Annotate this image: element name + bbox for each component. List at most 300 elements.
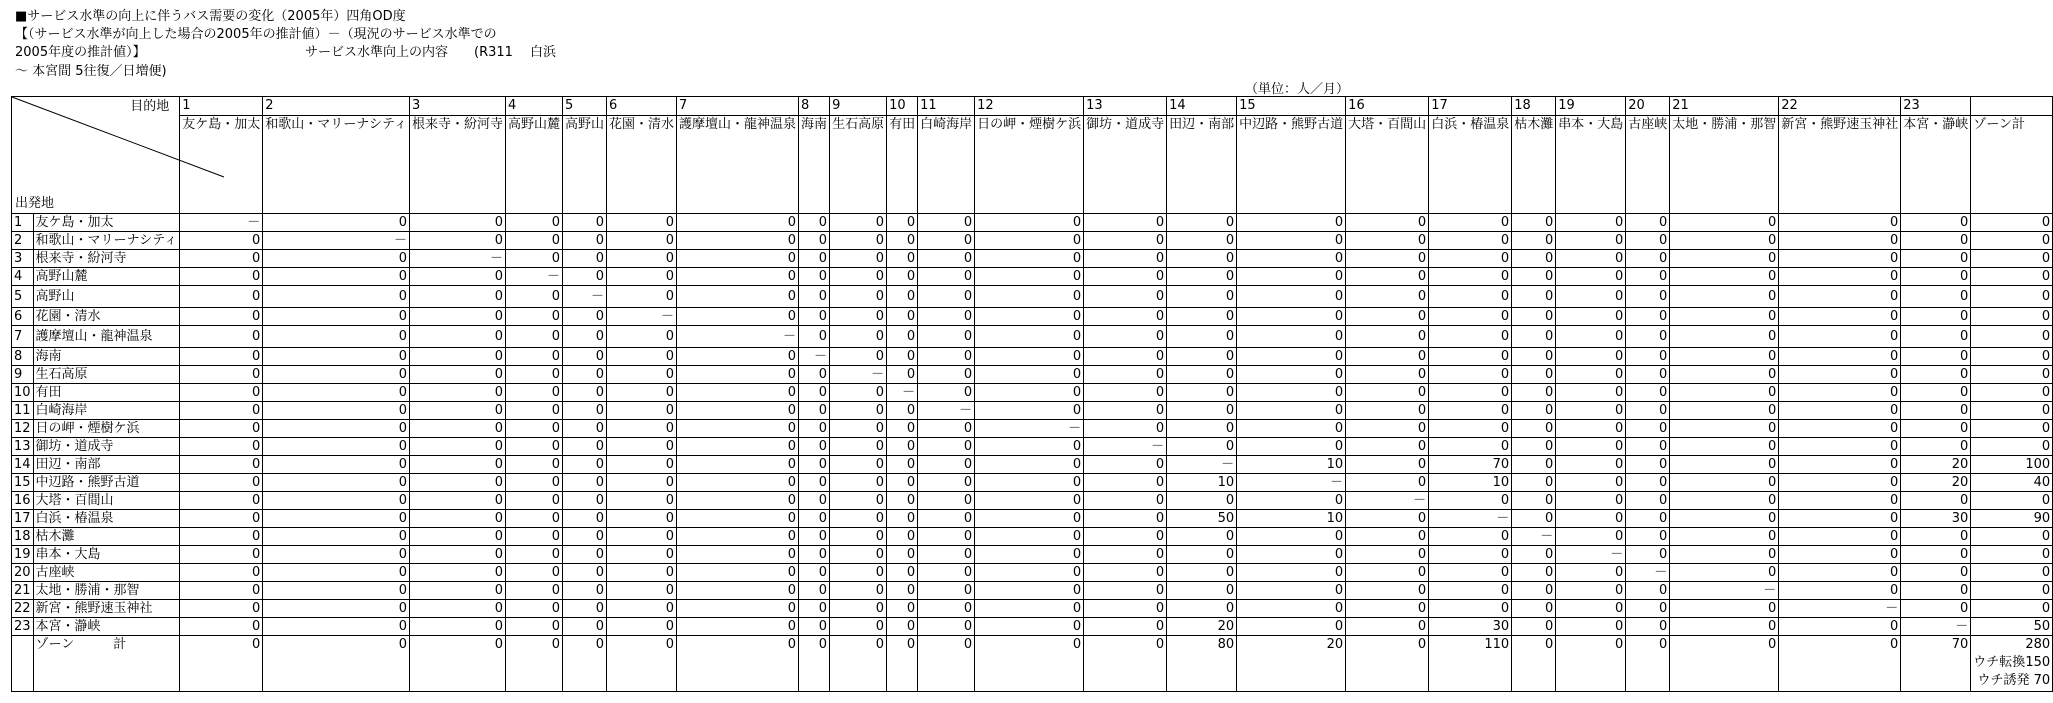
origin-name: 生石高原	[33, 366, 180, 384]
od-cell: 0	[263, 348, 410, 366]
column-name: 生石高原	[830, 116, 887, 214]
row-total: 50	[1971, 618, 2053, 636]
od-cell: 0	[830, 474, 887, 492]
od-cell: 0	[1901, 366, 1971, 384]
od-cell: 0	[180, 582, 263, 600]
od-cell: 0	[1670, 214, 1779, 232]
od-cell: 0	[1429, 402, 1512, 420]
od-cell: 0	[887, 456, 918, 474]
table-row	[12, 528, 2053, 546]
od-cell: 0	[180, 286, 263, 308]
row-total: 0	[1971, 384, 2053, 402]
od-cell: 0	[607, 528, 677, 546]
od-cell: 0	[1237, 528, 1346, 546]
column-total: 0	[1084, 636, 1167, 692]
od-cell: 0	[1670, 618, 1779, 636]
od-cell: －	[1512, 528, 1556, 546]
od-cell: 0	[409, 582, 505, 600]
od-cell: －	[799, 348, 830, 366]
od-cell: 0	[1346, 564, 1429, 582]
od-cell: 0	[1670, 528, 1779, 546]
row-total: 0	[1971, 564, 2053, 582]
od-cell: 0	[263, 456, 410, 474]
od-cell: 0	[1512, 366, 1556, 384]
od-cell: 0	[1346, 366, 1429, 384]
od-cell: 0	[918, 582, 975, 600]
od-cell: 0	[1626, 438, 1670, 456]
od-cell: 0	[677, 384, 799, 402]
od-cell: 0	[1556, 528, 1626, 546]
title-line: ■サービス水準の向上に伴うバス需要の変化（2005年）四角OD度	[15, 9, 406, 24]
od-cell: 0	[1512, 600, 1556, 618]
od-cell: 0	[1167, 268, 1237, 286]
column-number: 10	[887, 97, 918, 116]
od-cell: 0	[1626, 268, 1670, 286]
od-cell: 0	[1512, 308, 1556, 326]
od-cell: 0	[607, 546, 677, 564]
transfer-label: ウチ転換	[1973, 655, 2026, 670]
column-total: 0	[1670, 636, 1779, 692]
od-cell: 0	[180, 268, 263, 286]
od-cell: 0	[1346, 286, 1429, 308]
od-cell: 0	[1346, 618, 1429, 636]
column-total: 0	[563, 636, 607, 692]
column-name: 古座峡	[1626, 116, 1670, 214]
column-total: 0	[505, 636, 562, 692]
od-cell: 0	[505, 420, 562, 438]
od-cell: 0	[830, 564, 887, 582]
od-cell: 0	[1084, 268, 1167, 286]
od-cell: 0	[505, 348, 562, 366]
od-cell: 0	[1779, 268, 1901, 286]
od-cell: 0	[1346, 250, 1429, 268]
row-total: 0	[1971, 420, 2053, 438]
od-cell: 0	[887, 268, 918, 286]
od-cell: 0	[180, 492, 263, 510]
row-total: 0	[1971, 402, 2053, 420]
corner-header	[12, 97, 180, 214]
od-cell: 0	[1779, 348, 1901, 366]
od-cell: 0	[1556, 384, 1626, 402]
od-cell: 0	[180, 438, 263, 456]
origin-name: 本宮・瀞峡	[33, 618, 180, 636]
column-total: 0	[677, 636, 799, 692]
od-cell: 0	[1556, 326, 1626, 348]
od-cell: 0	[1237, 366, 1346, 384]
od-cell: 0	[1556, 564, 1626, 582]
od-cell: 0	[830, 250, 887, 268]
row-id: 6	[12, 308, 34, 326]
od-cell: 0	[918, 600, 975, 618]
column-number: 20	[1626, 97, 1670, 116]
grand-total-cell	[1971, 636, 2053, 692]
od-cell: 0	[1167, 492, 1237, 510]
od-cell: 0	[263, 384, 410, 402]
od-cell: 0	[1167, 600, 1237, 618]
od-cell: 0	[409, 420, 505, 438]
od-cell: 0	[1346, 528, 1429, 546]
od-cell: 0	[180, 420, 263, 438]
od-cell: 0	[1429, 308, 1512, 326]
od-cell: 0	[607, 286, 677, 308]
row-total: 0	[1971, 546, 2053, 564]
od-cell: 0	[1512, 438, 1556, 456]
od-cell: 0	[1237, 564, 1346, 582]
od-cell: 0	[1237, 492, 1346, 510]
od-cell: 0	[1084, 214, 1167, 232]
od-cell: 0	[505, 456, 562, 474]
od-cell: 0	[409, 214, 505, 232]
origin-name: 中辺路・熊野古道	[33, 474, 180, 492]
od-cell: 0	[563, 214, 607, 232]
od-cell: 0	[1779, 618, 1901, 636]
column-total: 0	[918, 636, 975, 692]
od-cell: 0	[1626, 582, 1670, 600]
column-total: 0	[830, 636, 887, 692]
od-cell: 0	[563, 582, 607, 600]
od-cell: 0	[505, 308, 562, 326]
od-cell: 0	[975, 474, 1084, 492]
od-cell: 0	[975, 510, 1084, 528]
od-cell: 0	[1779, 492, 1901, 510]
od-cell: 0	[263, 326, 410, 348]
od-cell: 0	[1084, 232, 1167, 250]
od-cell: 0	[918, 474, 975, 492]
od-cell: 0	[1556, 250, 1626, 268]
od-cell: 0	[918, 286, 975, 308]
od-cell: 0	[1512, 250, 1556, 268]
od-cell: 0	[1346, 214, 1429, 232]
od-cell: 0	[1429, 232, 1512, 250]
od-cell: 0	[1429, 214, 1512, 232]
od-cell: 0	[677, 420, 799, 438]
od-cell: 0	[1901, 308, 1971, 326]
column-number: 5	[563, 97, 607, 116]
od-cell: 0	[975, 366, 1084, 384]
row-id: 13	[12, 438, 34, 456]
table-row	[12, 250, 2053, 268]
row-id: 7	[12, 326, 34, 348]
column-name: 高野山麓	[505, 116, 562, 214]
od-cell: 0	[1429, 582, 1512, 600]
od-cell: 0	[677, 348, 799, 366]
origin-name: 高野山	[33, 286, 180, 308]
od-cell: 0	[1346, 402, 1429, 420]
od-cell: 0	[1346, 474, 1429, 492]
od-cell: 0	[180, 564, 263, 582]
od-cell: 0	[1167, 232, 1237, 250]
column-number: 19	[1556, 97, 1626, 116]
od-cell: 0	[1556, 474, 1626, 492]
od-cell: 0	[1901, 438, 1971, 456]
od-cell: 0	[1626, 420, 1670, 438]
column-name: 花園・清水	[607, 116, 677, 214]
od-cell: 0	[409, 510, 505, 528]
od-cell: 0	[677, 232, 799, 250]
od-cell: 0	[563, 232, 607, 250]
od-cell: 0	[607, 268, 677, 286]
od-cell: 0	[180, 326, 263, 348]
od-cell: 0	[1901, 232, 1971, 250]
od-cell: 0	[1346, 438, 1429, 456]
od-cell: 0	[563, 348, 607, 366]
table-row	[12, 384, 2053, 402]
od-cell: －	[1779, 600, 1901, 618]
od-cell: 50	[1167, 510, 1237, 528]
od-cell: 0	[180, 232, 263, 250]
od-cell: 0	[918, 456, 975, 474]
od-cell: 0	[1084, 456, 1167, 474]
od-cell: 0	[180, 366, 263, 384]
od-cell: 0	[1779, 232, 1901, 250]
od-cell: 0	[263, 366, 410, 384]
column-number: 21	[1670, 97, 1779, 116]
od-cell: 0	[1670, 366, 1779, 384]
column-name: 友ケ島・加太	[180, 116, 263, 214]
column-number: 9	[830, 97, 887, 116]
column-number: 8	[799, 97, 830, 116]
od-cell: 0	[263, 492, 410, 510]
od-cell: 0	[1901, 214, 1971, 232]
od-cell: 0	[1167, 250, 1237, 268]
od-cell: 0	[1512, 582, 1556, 600]
od-cell: 0	[1556, 618, 1626, 636]
table-row	[12, 348, 2053, 366]
od-cell: 0	[1556, 582, 1626, 600]
od-cell: 0	[1429, 438, 1512, 456]
row-total: 0	[1971, 286, 2053, 308]
column-name: 護摩壇山・龍神温泉	[677, 116, 799, 214]
od-cell: 0	[1167, 348, 1237, 366]
od-cell: 0	[677, 546, 799, 564]
od-cell: 0	[607, 214, 677, 232]
od-cell: 0	[830, 214, 887, 232]
od-cell: 0	[1429, 286, 1512, 308]
origin-name: 日の岬・煙樹ケ浜	[33, 420, 180, 438]
od-cell: 0	[505, 402, 562, 420]
od-cell: 0	[975, 528, 1084, 546]
row-total: 0	[1971, 600, 2053, 618]
od-cell: 0	[409, 600, 505, 618]
od-cell: 0	[799, 618, 830, 636]
od-cell: 0	[1346, 384, 1429, 402]
od-cell: 0	[799, 384, 830, 402]
column-total: 70	[1901, 636, 1971, 692]
table-row	[12, 420, 2053, 438]
od-cell: 0	[887, 214, 918, 232]
od-cell: 0	[263, 510, 410, 528]
od-cell: 0	[563, 510, 607, 528]
od-cell: 0	[1670, 308, 1779, 326]
od-cell: 0	[1512, 402, 1556, 420]
od-cell: 0	[1346, 348, 1429, 366]
origin-name: 友ケ島・加太	[33, 214, 180, 232]
od-cell: 0	[799, 510, 830, 528]
od-cell: 0	[887, 420, 918, 438]
od-cell: 0	[887, 492, 918, 510]
row-id: 23	[12, 618, 34, 636]
od-cell: －	[607, 308, 677, 326]
od-cell: 0	[975, 492, 1084, 510]
induced-label: ウチ誘発	[1977, 673, 2030, 688]
od-cell: 0	[799, 492, 830, 510]
od-cell: 0	[1556, 214, 1626, 232]
od-cell: 0	[563, 420, 607, 438]
column-number: 16	[1346, 97, 1429, 116]
od-cell: 0	[1670, 250, 1779, 268]
od-cell: 0	[1779, 250, 1901, 268]
od-cell: 0	[563, 600, 607, 618]
od-cell: 0	[887, 474, 918, 492]
origin-name: 高野山麓	[33, 268, 180, 286]
od-cell: 0	[830, 600, 887, 618]
od-cell: 0	[409, 492, 505, 510]
od-cell: 0	[263, 438, 410, 456]
od-cell: 0	[263, 618, 410, 636]
od-cell: 0	[1901, 546, 1971, 564]
row-id: 10	[12, 384, 34, 402]
row-id: 14	[12, 456, 34, 474]
od-cell: 0	[1556, 402, 1626, 420]
od-cell: 0	[677, 366, 799, 384]
od-cell: 0	[1167, 582, 1237, 600]
od-cell: 0	[1084, 492, 1167, 510]
column-number: 1	[180, 97, 263, 116]
od-cell: 0	[887, 438, 918, 456]
od-cell: 0	[918, 232, 975, 250]
row-id: 4	[12, 268, 34, 286]
od-cell: 0	[1084, 286, 1167, 308]
od-cell: 10	[1429, 474, 1512, 492]
table-row	[12, 366, 2053, 384]
od-cell: 0	[1901, 326, 1971, 348]
column-total: 0	[1346, 636, 1429, 692]
column-name: 根来寺・紛河寺	[409, 116, 505, 214]
od-cell: 0	[975, 582, 1084, 600]
od-cell: 0	[1901, 402, 1971, 420]
table-row	[12, 286, 2053, 308]
od-cell: －	[830, 366, 887, 384]
od-cell: 0	[975, 286, 1084, 308]
od-cell: 0	[1670, 384, 1779, 402]
od-cell: 0	[1779, 546, 1901, 564]
od-cell: －	[918, 402, 975, 420]
od-cell: 0	[1084, 250, 1167, 268]
od-cell: 0	[409, 308, 505, 326]
od-cell: 0	[1670, 510, 1779, 528]
table-row	[12, 582, 2053, 600]
subtitle-line: 【（サービス水準が向上した場合の2005年の推計値）－（現況のサービス水準での	[15, 27, 497, 42]
column-total: 0	[1779, 636, 1901, 692]
od-cell: 70	[1429, 456, 1512, 474]
od-cell: 0	[563, 250, 607, 268]
od-cell: 0	[1167, 528, 1237, 546]
od-cell: 0	[830, 546, 887, 564]
od-cell: 0	[1237, 308, 1346, 326]
od-cell: 0	[1084, 546, 1167, 564]
od-cell: 0	[563, 528, 607, 546]
od-cell: 0	[409, 348, 505, 366]
column-name: 中辺路・熊野古道	[1237, 116, 1346, 214]
od-cell: 0	[1429, 366, 1512, 384]
column-name: 日の岬・煙樹ケ浜	[975, 116, 1084, 214]
od-cell: 0	[830, 420, 887, 438]
od-cell: 0	[1670, 564, 1779, 582]
od-cell: 0	[505, 546, 562, 564]
row-total: 0	[1971, 214, 2053, 232]
od-cell: 0	[887, 600, 918, 618]
od-cell: 0	[677, 402, 799, 420]
od-cell: 0	[1429, 384, 1512, 402]
od-cell: －	[1167, 456, 1237, 474]
od-cell: 0	[409, 326, 505, 348]
od-cell: 0	[677, 528, 799, 546]
zone-total-row	[12, 636, 2053, 692]
od-cell: 0	[830, 268, 887, 286]
table-row	[12, 510, 2053, 528]
od-cell: 0	[263, 402, 410, 420]
od-cell: 0	[1670, 492, 1779, 510]
column-name: 有田	[887, 116, 918, 214]
row-total: 0	[1971, 366, 2053, 384]
od-cell: 0	[887, 582, 918, 600]
od-cell: 0	[1626, 492, 1670, 510]
grand-total: 280	[2025, 637, 2051, 652]
od-cell: 0	[1237, 268, 1346, 286]
od-cell: 0	[1626, 366, 1670, 384]
od-cell: －	[1556, 546, 1626, 564]
od-cell: 0	[1626, 600, 1670, 618]
od-cell: －	[1670, 582, 1779, 600]
od-cell: 0	[1084, 420, 1167, 438]
od-cell: 10	[1167, 474, 1237, 492]
od-cell: 0	[607, 564, 677, 582]
origin-name: 根来寺・紛河寺	[33, 250, 180, 268]
row-id: 12	[12, 420, 34, 438]
od-cell: 0	[1429, 492, 1512, 510]
od-cell: 0	[975, 384, 1084, 402]
od-cell: 0	[1670, 474, 1779, 492]
od-cell: 0	[1346, 232, 1429, 250]
column-total: 0	[887, 636, 918, 692]
od-cell: 0	[1556, 510, 1626, 528]
od-cell: 20	[1167, 618, 1237, 636]
od-cell: 0	[975, 232, 1084, 250]
row-total: 0	[1971, 232, 2053, 250]
od-cell: 0	[1429, 326, 1512, 348]
column-number: 3	[409, 97, 505, 116]
od-cell: 0	[563, 456, 607, 474]
od-cell: 0	[1512, 326, 1556, 348]
od-cell: 0	[409, 286, 505, 308]
od-cell: 0	[1429, 250, 1512, 268]
od-cell: 0	[180, 546, 263, 564]
od-cell: 0	[1670, 232, 1779, 250]
od-table	[11, 96, 2053, 692]
od-cell: 0	[607, 326, 677, 348]
od-cell: 0	[1626, 214, 1670, 232]
od-cell: 0	[1779, 420, 1901, 438]
od-cell: －	[563, 286, 607, 308]
od-cell: 0	[887, 348, 918, 366]
od-cell: 0	[887, 232, 918, 250]
od-cell: 0	[1512, 420, 1556, 438]
total-row-id	[12, 636, 34, 692]
od-cell: 0	[830, 232, 887, 250]
zone-total-header: ゾーン計	[1971, 116, 2053, 214]
od-cell: 0	[1670, 268, 1779, 286]
od-cell: 0	[975, 402, 1084, 420]
